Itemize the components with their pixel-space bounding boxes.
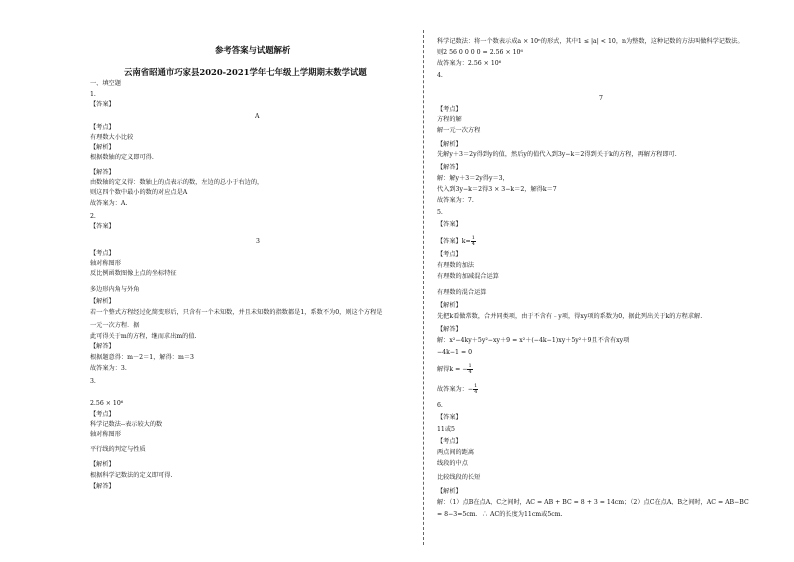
keypoint-text: 有理数的加法 (437, 262, 475, 269)
page-subtitle: 云南省昭通市巧家县2020-2021学年七年级上学期期末数学试题 (124, 67, 367, 77)
keypoint-text: 有理数的混合运算 (437, 289, 487, 296)
column-divider (423, 30, 424, 545)
solution-text: 故答案为：2.56 × 10⁶ (437, 60, 502, 67)
fraction (471, 236, 476, 247)
fraction-denominator: 4 (474, 389, 478, 395)
keypoint-tag: 【考点】 (437, 251, 462, 258)
solution-text: 故答案为：3. (90, 365, 127, 372)
solution-prefix: 解得k = − (437, 366, 468, 373)
keypoint-text: 两点间的距离 (437, 449, 475, 456)
fraction-denominator: 4 (468, 369, 472, 375)
answer-tag: 【答案】 (90, 223, 115, 230)
analysis-tag: 【解析】 (90, 144, 115, 151)
solution-text: 故答案为：A. (90, 200, 128, 207)
solution-text (437, 384, 478, 395)
analysis-tag: 【解析】 (437, 488, 462, 495)
solution-text: 根据题意得：m－2＝1，解得：m＝3 (90, 354, 194, 361)
answer-value: 3 (256, 238, 260, 245)
fraction-numerator: 1 (471, 235, 475, 241)
fraction-numerator: 1 (468, 363, 472, 369)
solution-tag: 【解答】 (437, 164, 462, 171)
answer-value: 7 (599, 95, 603, 102)
answer-value: 2.56 × 10⁶ (90, 400, 124, 407)
keypoint-text: 轴对称图形 (90, 260, 121, 267)
answer-tag: 【答案】 (90, 101, 115, 108)
answer-value: 11或5 (437, 426, 455, 433)
keypoint-text: 方程的解 (437, 116, 462, 123)
question-number: 5. (437, 209, 443, 216)
keypoint-tag: 【考点】 (90, 250, 115, 257)
solution-text: 则这四个数中最小的数的对应点是A (90, 189, 188, 196)
solution-tag: 【解答】 (437, 326, 462, 333)
keypoint-text: 科学记数法--表示较大的数 (90, 421, 163, 428)
analysis-tag: 【解析】 (437, 302, 462, 309)
keypoint-text: 轴对称图形 (90, 431, 121, 438)
analysis-text: 若一个整式方程经过化简变形后，只含有一个未知数，并且未知数的指数都是1，系数不为0，则这个方程是 (90, 309, 383, 316)
solution-text: 由数轴的定义得：数轴上的点表示的数，左边的总小于右边的， (90, 179, 264, 186)
solution-text: 代入到3y−k＝2得3 × 3−k＝2，解得k＝7 (437, 186, 557, 193)
solution-text: −4k−1 = 0 (437, 349, 473, 356)
solution-text: 科学记数法：将一个数表示成a × 10ⁿ的形式，其中1 ≤ |a| < 10，n为整数，这种记数的方法叫做科学记数法。 (437, 38, 744, 45)
question-number: 2. (90, 213, 96, 220)
section-heading: 一、填空题 (90, 80, 121, 87)
fraction-denominator: 4 (471, 241, 475, 247)
solution-text: 则2 56 0 0 0 0 = 2.56 × 10⁶ (437, 49, 523, 56)
keypoint-text: 解一元一次方程 (437, 127, 481, 134)
solution-text (437, 364, 473, 375)
answer-tag: 【答案】 (437, 414, 462, 421)
question-number: 1. (90, 91, 96, 98)
question-number: 3. (90, 378, 96, 385)
answer-value (437, 236, 476, 247)
keypoint-tag: 【考点】 (437, 438, 462, 445)
keypoint-tag: 【考点】 (90, 411, 115, 418)
solution-text: 解：（1）点B在点A、C之间时，AC = AB + BC = 8 + 3 = 14cm；（2）点C在点A、B之间时，AC = AB−BC (437, 499, 749, 506)
solution-text: 故答案为：7. (437, 197, 474, 204)
solution-text: = 8−3=5cm．∴ AC的长度为11cm或5cm. (437, 511, 563, 518)
solution-tag: 【解答】 (90, 169, 115, 176)
solution-text: 解：解y＋3＝2y得y＝3， (437, 175, 509, 182)
fraction (467, 364, 472, 375)
analysis-tag: 【解析】 (90, 298, 115, 305)
keypoint-text: 有理数大小比较 (90, 134, 134, 141)
analysis-text: 一元一次方程．据 (90, 322, 140, 329)
keypoint-tag: 【考点】 (90, 124, 115, 131)
solution-text: 解：x²−4ky＋5y²−xy＋9 = x²＋(−4k−1)xy＋5y²＋9且不含有xy项 (437, 337, 630, 344)
keypoint-text: 反比例函数图像上点的坐标特征 (90, 270, 177, 277)
solution-prefix: 故答案为：− (437, 386, 474, 393)
analysis-text: 先把k看做常数，合并同类项，由于不含有﹣y项，得xy项的系数为0，据此列出关于k的方程求解. (437, 313, 703, 320)
page-title: 参考答案与试题解析 (215, 45, 291, 55)
keypoint-text: 线段的中点 (437, 460, 468, 467)
answer-prefix: 【答案】k= (437, 238, 471, 245)
analysis-text: 先解y＋3＝2y得到y的值，然后y的值代入到3y−k＝2得到关于k的方程，再解方程即可. (437, 151, 677, 158)
answer-value: A (255, 113, 260, 120)
keypoint-tag: 【考点】 (437, 106, 462, 113)
analysis-text: 此可得关于m的方程，继而求出m的值. (90, 333, 197, 340)
answer-tag: 【答案】 (437, 221, 462, 228)
keypoint-text: 有理数的加减混合运算 (437, 273, 499, 280)
question-number: 6. (437, 402, 443, 409)
solution-tag: 【解答】 (90, 343, 115, 350)
keypoint-text: 比较线段的长短 (437, 474, 481, 481)
keypoint-text: 平行线的判定与性质 (90, 446, 146, 453)
analysis-tag: 【解析】 (437, 141, 462, 148)
fraction-numerator: 1 (474, 383, 478, 389)
fraction (473, 384, 478, 395)
question-number: 4. (437, 72, 443, 79)
analysis-tag: 【解析】 (90, 461, 115, 468)
solution-tag: 【解答】 (90, 483, 115, 490)
analysis-text: 根据科学记数法的定义即可得. (90, 472, 173, 479)
analysis-text: 根据数轴的定义即可得. (90, 154, 154, 161)
keypoint-text: 多边形内角与外角 (90, 286, 140, 293)
